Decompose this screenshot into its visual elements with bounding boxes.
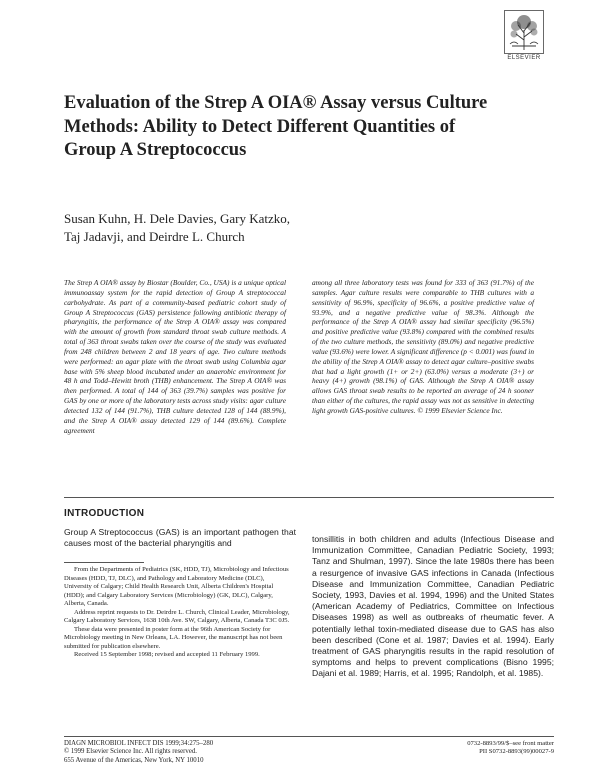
footnote-affiliations: From the Departments of Pediatrics (SK, HDD, TJ), Microbiology and Infectious Diseases (HDD, TJ, DLC), and Pathology and Laboratory Medicine (DLC), University of Calgary; Child Health Research Unit, Alberta Children's Hospital (HDD); and Calgary Laboratory Services (Microbiology) (GK, DLC), Calgary, Alberta, Canada. xyxy=(64,566,289,608)
footnote-reprints: Address reprint requests to Dr. Deirdre L. Church, Clinical Leader, Microbiology, Calgary Laboratory Services, 1638 10th Ave. SW, Calgary, Alberta, Canada T3C 0J5. xyxy=(64,608,290,625)
journal-pii: PII S0732-8893(99)00027-9 xyxy=(479,748,554,756)
introduction-right-text: tonsillitis in both children and adults (Infectious Disease and Immunization Committee, Canadian Pediatric Society, 1993; Tanz and Shulman, 1997). Since the late 1980s there has been a resurgence of invasive GAS infections in Canada (Infectious Disease and Immunization Committee, Canadian Pediatric Society, 1993, Davies et al. 1994, 1996) and the United States (American Academy of Pediatrics, Committee on Infectious Diseases 1998) as well as outbreaks of rheumatic fever. A potentially lethal toxin-mediated disease due to GAS has also been described (Cone et al. 1987; Davies et al. 1994). Early treatment of GAS pharyngitis results in the rapid resolution of symptoms and helps to prevent complications (Bisno 1995; Dajani et al. 1989; Harris, et al. 1995; Randolph, et al. 1985). xyxy=(312,534,554,679)
authors-line-1: Susan Kuhn, H. Dele Davies, Gary Katzko, xyxy=(64,211,291,226)
footnote-divider xyxy=(64,562,144,563)
publisher-logo xyxy=(498,10,550,61)
footnotes xyxy=(64,566,292,660)
footnote-presented: These data were presented in poster form at the 96th American Society for Microbiology meeting in New Orleans, LA. However, the manuscript has not been submitted for publication elsewhere. xyxy=(64,625,283,650)
journal-footer-left xyxy=(64,740,324,765)
introduction-left-text: Group A Streptococcus (GAS) is an important pathogen that causes most of the bacterial pharyngitis and xyxy=(64,527,296,549)
journal-address: 655 Avenue of the Americas, New York, NY 10010 xyxy=(64,756,204,764)
footnote-received: Received 15 September 1998; revised and accepted 11 February 1999. xyxy=(74,651,260,659)
journal-copyright: © 1999 Elsevier Science Inc. All rights reserved. xyxy=(64,748,197,756)
author-list xyxy=(64,210,504,246)
journal-citation: DIAGN MICROBIOL INFECT DIS 1999;34:275–280 xyxy=(64,740,214,747)
publisher-name: ELSEVIER xyxy=(507,55,541,61)
footer-divider xyxy=(64,736,554,737)
journal-footer-right xyxy=(410,740,554,757)
introduction-heading: INTRODUCTION xyxy=(64,508,145,519)
elsevier-tree-icon xyxy=(504,10,544,54)
journal-issn: 0732-8893/99/$–see front matter xyxy=(467,740,554,747)
abstract-left-column: The Strep A OIA® assay by Biostar (Boulder, Co., USA) is a unique optical immunoassay system for the rapid detection of Group A streptococcal carbohydrate. As part of a community-based pediatric cohort study of Group A Streptococcus (GAS) persistence following antibiotic therapy of pharyngitis, the performance of the Strep A OIA® assay was compared with the amount of growth from standard throat swab culture methods. A total of 363 throat swabs taken over the course of the study was evaluated from 248 children between 2 and 18 years of age. Two culture methods were performed: an agar plate with the throat swab using Columbia agar base with 5% sheep blood incubated under an anaerobic environment for 48 h and Todd–Hewitt broth (THB) enhancement. The Strep A OIA® was then performed. A total of 144 of 363 (39.7%) samples was positive for GAS by one or more of the laboratory tests across study visits: agar culture detected 132 of 144 (91.7%), THB culture detected 128 of 144 (88.9%), and the Strep A OIA® assay detected 129 of 144 (89.6%). Complete agreement xyxy=(64,278,286,435)
abstract-right-column: among all three laboratory tests was found for 333 of 363 (91.7%) of the samples. Agar culture results were comparable to THB cultures with a sensitivity of 96.9%, specificity of 96.6%, a positive predictive value of 93.9%, and a negative predictive value of 98.3%. Although the performance of the Strep A OIA® assay had similar specificity (96.5%) and positive predictive value (93.8%) compared with the combined results of the two culture methods, the sensitivity (89.0%) and negative predictive value (93.6%) were lower. A significant difference (p < 0.001) was found in the ability of the Strep A OIA® assay to detect agar culture–positive swabs that had a light growth (1+ or 2+) (63.0%) versus a moderate (3+) or heavy (4+) growth (98.1%) of GAS. Although the Strep A OIA® assay allows GAS throat swab results to be reported an average of 24 h sooner than either of the cultures, the rapid assay was not as sensitive in detecting light growth GAS-positive cultures. © 1999 Elsevier Science Inc. xyxy=(312,278,534,415)
article-title: Evaluation of the Strep A OIA® Assay versus Culture Methods: Ability to Detect Different Quantities of Group A Streptococcus xyxy=(64,93,488,160)
abstract-divider xyxy=(64,497,554,498)
authors-line-2: Taj Jadavji, and Deirdre L. Church xyxy=(64,229,245,244)
